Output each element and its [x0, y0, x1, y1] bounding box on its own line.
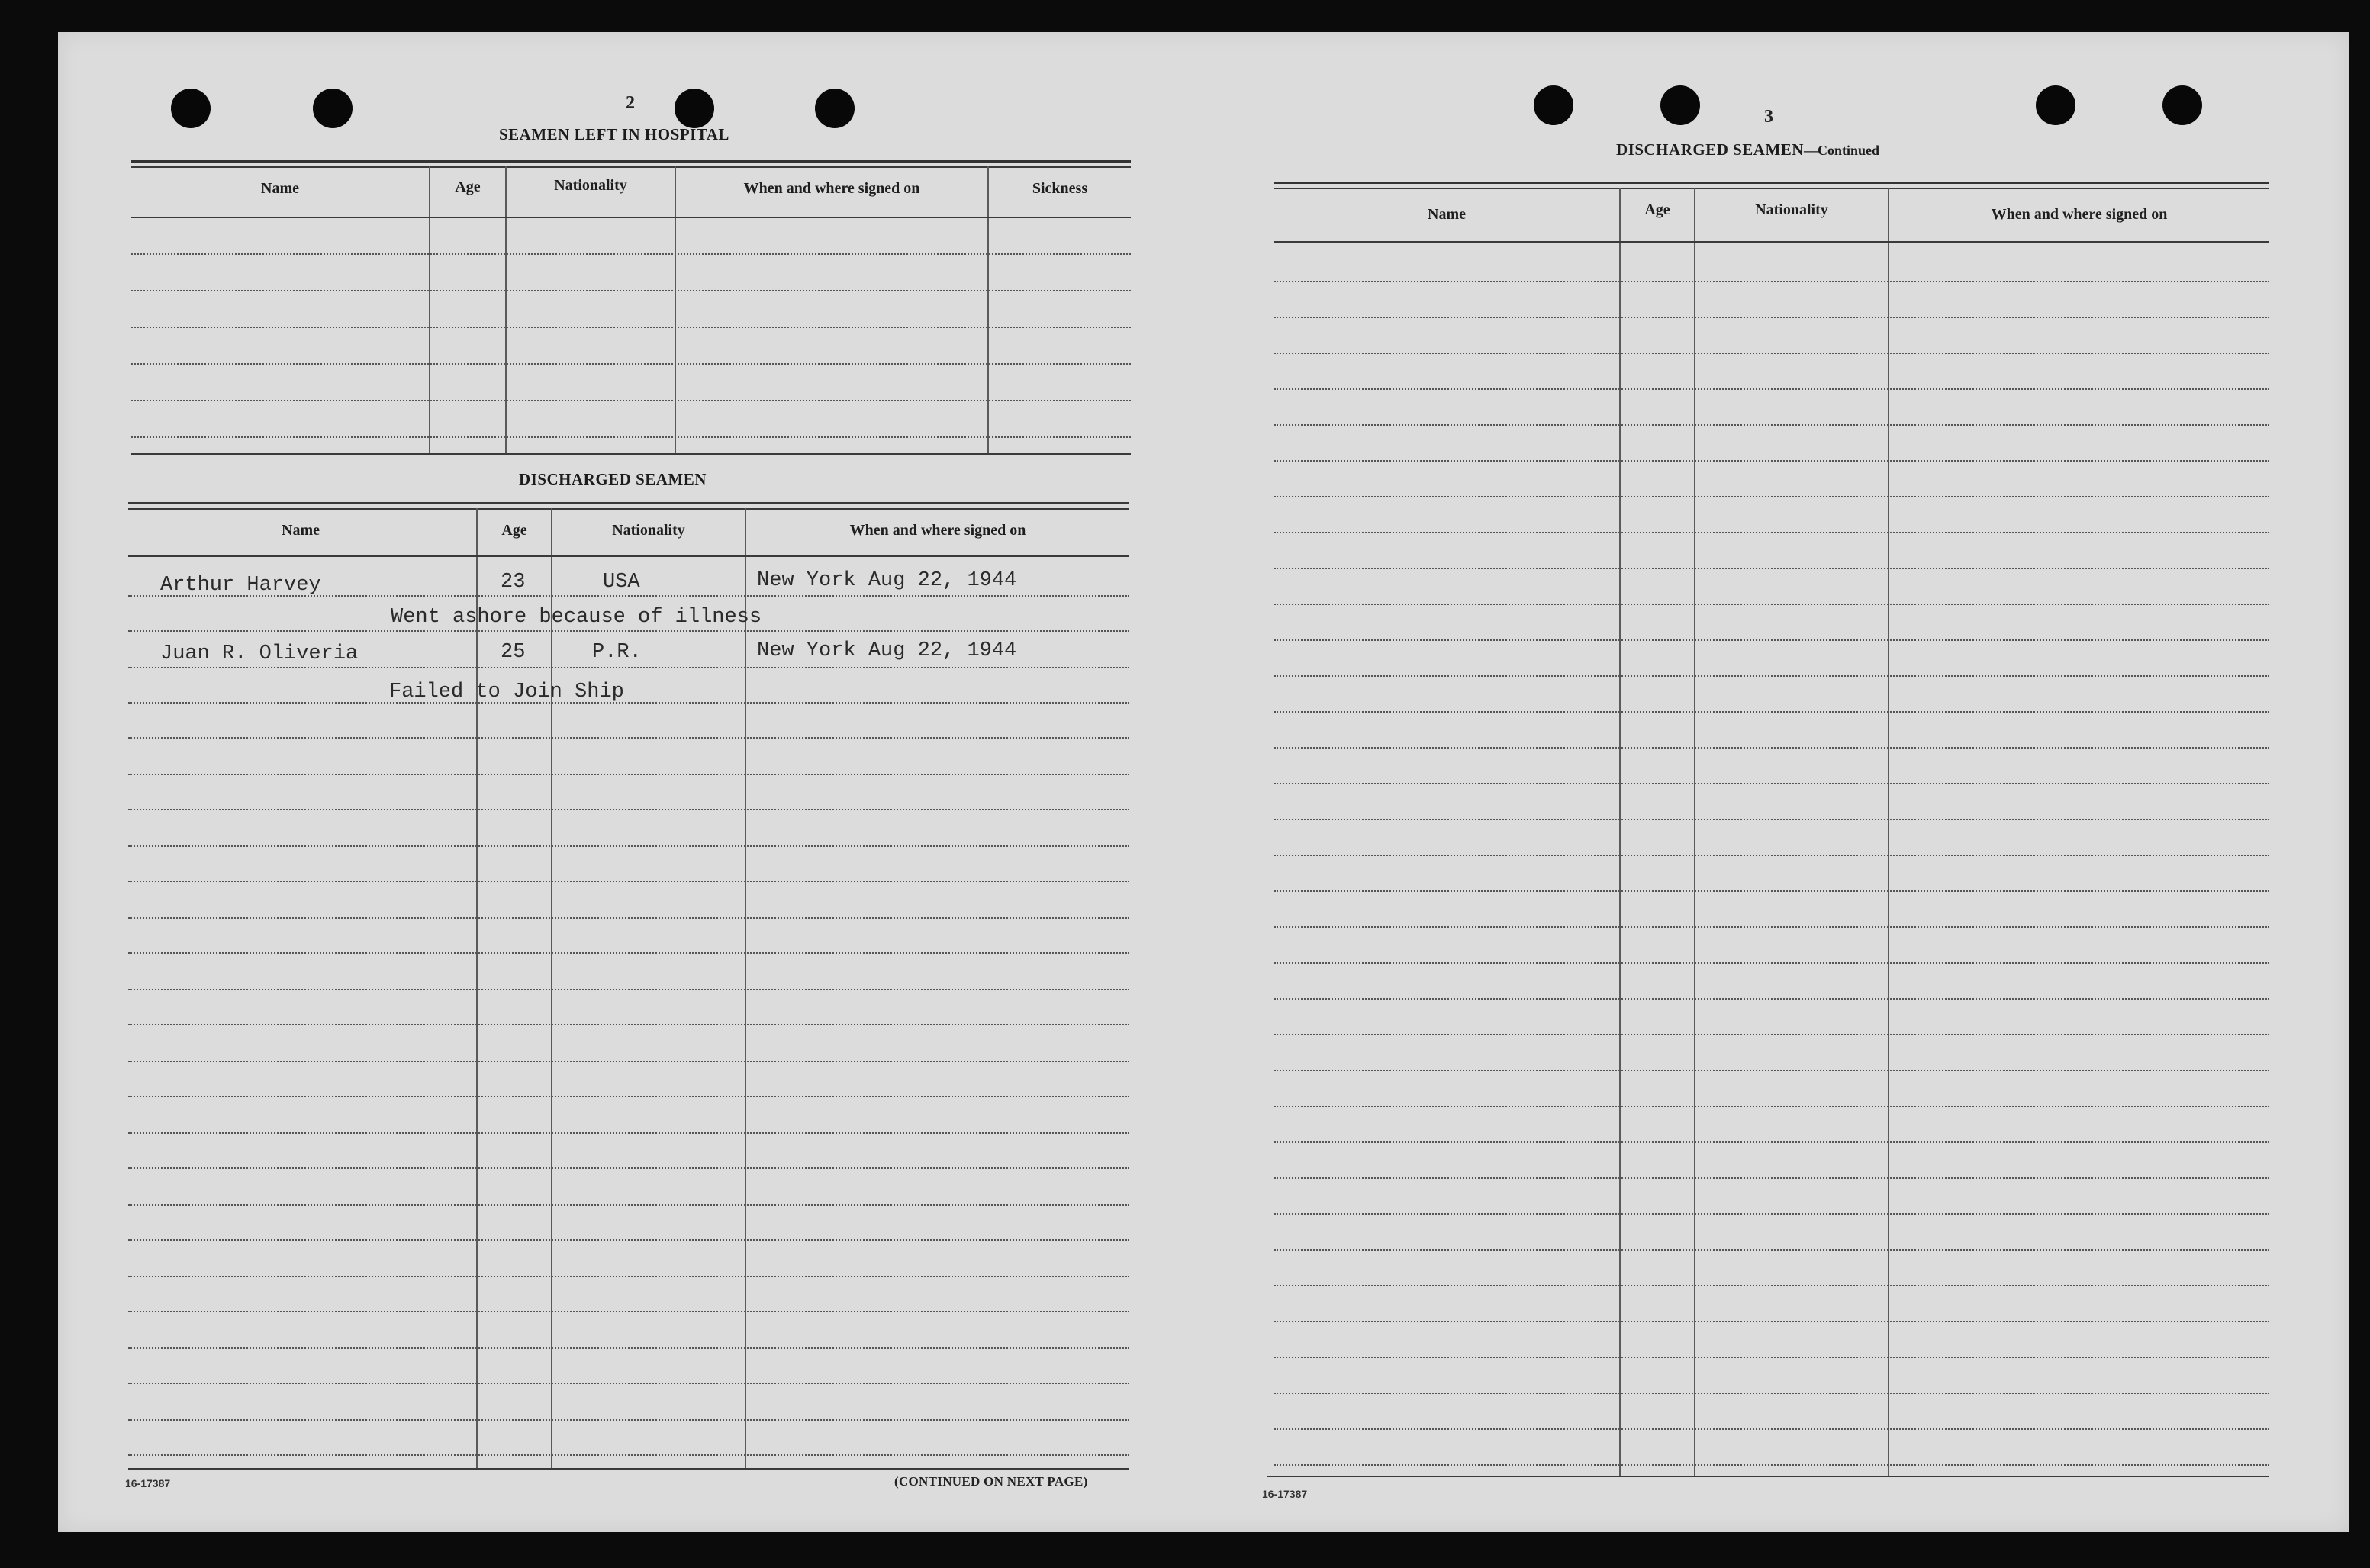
- entry-2-name: Juan R. Oliveria: [160, 642, 359, 665]
- punch-hole: [675, 89, 714, 128]
- right-form-number: 16-17387: [1262, 1488, 1308, 1500]
- punch-hole: [1660, 85, 1700, 125]
- right-col-signed-on: When and where signed on: [1991, 206, 2168, 223]
- entry-1-nationality: USA: [603, 571, 640, 594]
- discharged-col-signed-on: When and where signed on: [849, 522, 1026, 539]
- entry-2-age: 25: [501, 641, 526, 664]
- hospital-col-signed-on: When and where signed on: [743, 180, 920, 197]
- punch-hole: [815, 89, 855, 128]
- entry-1-age: 23: [501, 571, 526, 594]
- entry-1-remark: Went ashore because of illness: [391, 606, 762, 629]
- entry-1-signed-on: New York Aug 22, 1944: [757, 569, 1017, 592]
- hospital-col-nationality: Nationality: [554, 177, 627, 194]
- right-col-name: Name: [1428, 206, 1466, 223]
- right-section-title: [1616, 140, 1879, 159]
- document-sheet: [58, 32, 2349, 1532]
- right-col-age: Age: [1644, 201, 1670, 218]
- entry-2-nationality: P.R.: [592, 641, 642, 664]
- punch-hole: [2036, 85, 2075, 125]
- punch-hole: [171, 89, 211, 128]
- right-title-suffix: —Continued: [1803, 143, 1879, 158]
- right-col-nationality: Nationality: [1755, 201, 1828, 218]
- punch-hole: [313, 89, 353, 128]
- left-page-number: 2: [626, 93, 635, 113]
- left-form-number: 16-17387: [125, 1477, 171, 1489]
- continued-note: (CONTINUED ON NEXT PAGE): [894, 1474, 1088, 1489]
- hospital-section-title: SEAMEN LEFT IN HOSPITAL: [499, 125, 729, 143]
- right-title-main: DISCHARGED SEAMEN: [1616, 140, 1804, 159]
- hospital-col-name: Name: [261, 180, 299, 197]
- hospital-col-age: Age: [455, 179, 481, 195]
- discharged-section-title: DISCHARGED SEAMEN: [519, 470, 707, 488]
- discharged-col-age: Age: [501, 522, 527, 539]
- punch-hole: [2162, 85, 2202, 125]
- discharged-col-name: Name: [282, 522, 320, 539]
- entry-1-name: Arthur Harvey: [160, 574, 321, 597]
- hospital-col-sickness: Sickness: [1032, 180, 1088, 197]
- right-page-number: 3: [1764, 107, 1773, 127]
- entry-2-remark: Failed to Join Ship: [389, 681, 624, 704]
- discharged-col-nationality: Nationality: [612, 522, 685, 539]
- punch-hole: [1534, 85, 1573, 125]
- entry-2-signed-on: New York Aug 22, 1944: [757, 639, 1017, 662]
